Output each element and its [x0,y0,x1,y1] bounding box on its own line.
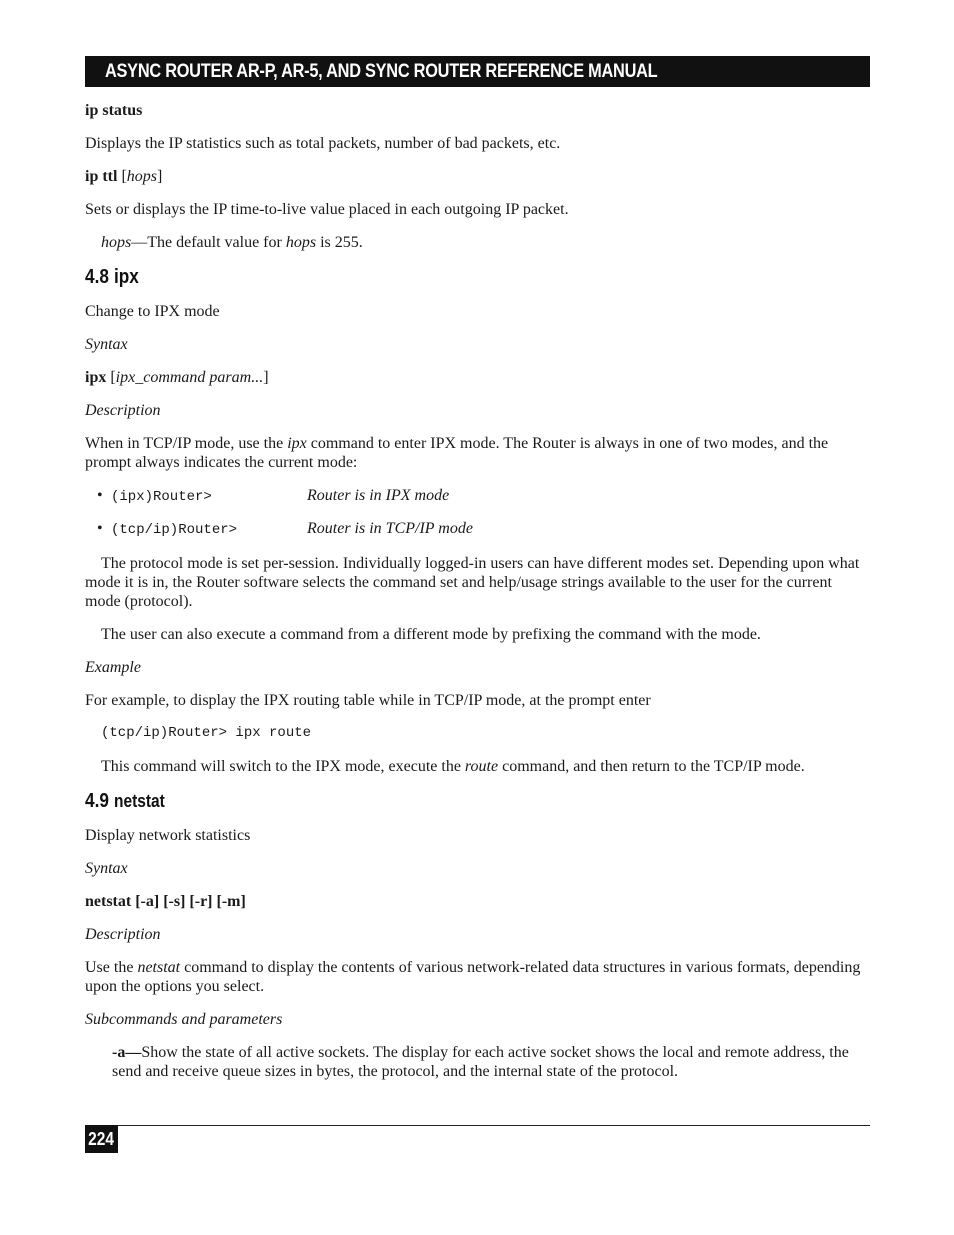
prompt-meaning: Router is in TCP/IP mode [307,520,473,537]
mode-list-item [85,519,870,540]
prompt-example: (ipx)Router> [111,489,212,505]
ipx-syntax: ipx [ipx_command param...] [85,369,269,386]
page-number: 224 [85,1125,118,1153]
ipx-description: When in TCP/IP mode, use the ipx command to enter IPX mode. The Router is always in one of two modes, and the prompt always indicates the current mode: [85,435,829,471]
ip-status-command: ip status [85,102,143,119]
section-heading-ipx: 4.8 ipx [85,266,140,288]
prompt-meaning: Router is in IPX mode [307,487,450,504]
netstat-subcommands-label: Subcommands and parameters [85,1011,283,1028]
bullet: • [97,487,103,504]
ipx-paragraph-prefix: The user can also execute a command from a different mode by prefixing the command with the mode. [101,626,761,643]
footer-rule [85,1125,870,1126]
bullet: • [97,520,103,537]
ip-ttl-description: Sets or displays the IP time-to-live value placed in each outgoing IP packet. [85,201,569,218]
mode-list-item [85,486,870,507]
ipx-example-label: Example [85,659,141,676]
ipx-summary: Change to IPX mode [85,303,220,320]
manual-title: ASYNC ROUTER AR-P, AR-5, AND SYNC ROUTER REFERENCE MANUAL [105,61,658,82]
ip-status-description: Displays the IP statistics such as total packets, number of bad packets, etc. [85,135,561,152]
page-body [85,101,870,1095]
ipx-example-text: For example, to display the IPX routing table while in TCP/IP mode, at the prompt enter [85,692,651,709]
section-heading-netstat: 4.9 netstat [85,790,166,812]
netstat-description-label: Description [85,926,161,943]
ipx-example-explanation: This command will switch to the IPX mode, execute the route command, and then return to the TCP/IP mode. [101,758,805,775]
ipx-syntax-label: Syntax [85,336,128,353]
netstat-description: Use the netstat command to display the contents of various network-related data structures in various formats, depending upon the options you select. [85,959,861,995]
ipx-paragraph-protocol-mode: The protocol mode is set per-session. Individually logged-in users can have different modes set. Depending upon what mode it is in, the Router software selects the command set and help/usage strings available to the user for the current mode (protocol). [85,555,860,610]
netstat-option-a: -a—Show the state of all active sockets. The display for each active socket shows the local and remote address, the send and receive queue sizes in bytes, the protocol, and the internal state of the protocol. [112,1044,849,1080]
netstat-syntax: netstat [-a] [-s] [-r] [-m] [85,893,246,910]
ip-ttl-command: ip ttl [hops] [85,168,163,185]
ipx-example-code: (tcp/ip)Router> ipx route [101,725,312,741]
prompt-example: (tcp/ip)Router> [111,522,238,538]
ip-ttl-hops-param: hops—The default value for hops is 255. [101,234,363,251]
ipx-description-label: Description [85,402,161,419]
running-header [85,56,870,87]
netstat-syntax-label: Syntax [85,860,128,877]
netstat-summary: Display network statistics [85,827,251,844]
